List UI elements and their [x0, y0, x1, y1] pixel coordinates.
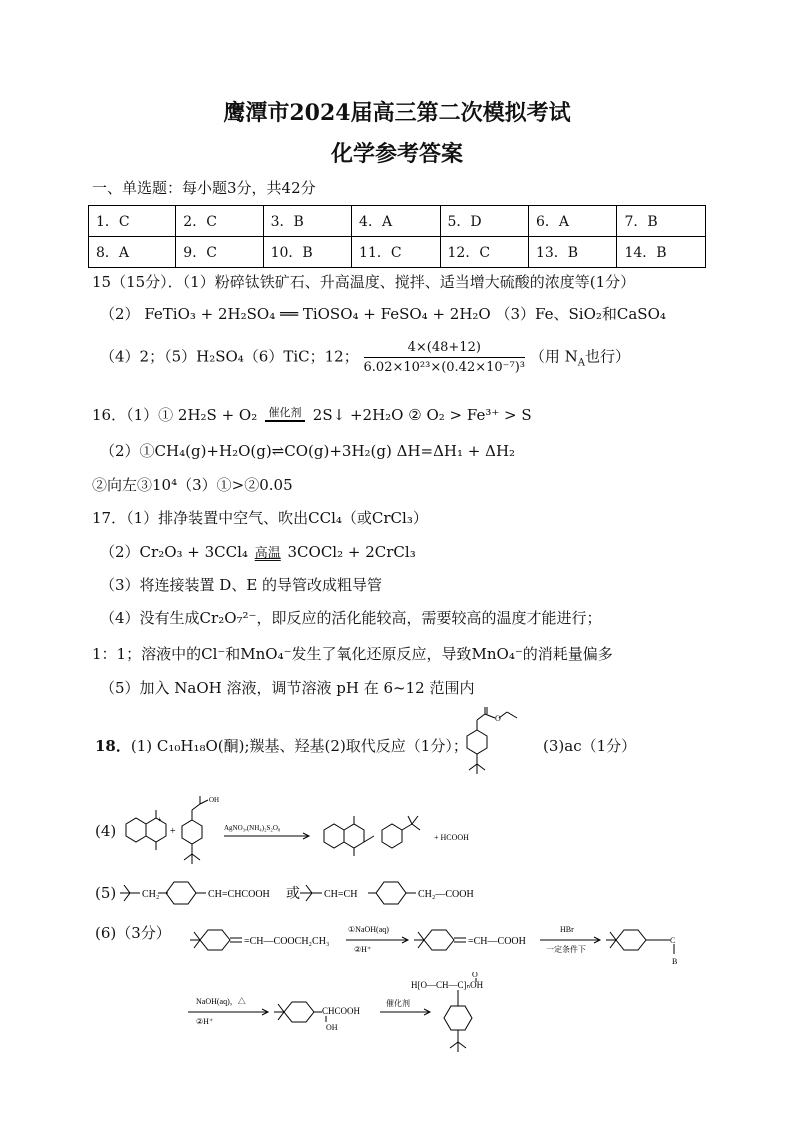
- fraction-denominator: 6.02×10²³×(0.42×10⁻⁷)³: [363, 360, 526, 375]
- synthesis-row-1: [186, 918, 706, 968]
- q18-part-4-label: (4): [95, 822, 117, 840]
- answer-cell: 2．C: [176, 206, 263, 237]
- catalyst-label: 催化剂: [268, 406, 302, 419]
- q18-part-5-label: (5): [95, 884, 117, 902]
- answer-cell: 8．A: [89, 237, 176, 268]
- reaction-4-scheme: [114, 790, 514, 872]
- answer-cell: 4．A: [352, 206, 440, 237]
- answer-cell: 9．C: [176, 237, 263, 268]
- p5-b-left: CH=CH: [324, 889, 358, 900]
- r1-reagent-a: ①NaOH(aq): [348, 925, 389, 934]
- svg-text:O: O: [495, 714, 501, 723]
- q15-line-2: [100, 303, 666, 324]
- q15-line-3: [100, 340, 630, 375]
- answer-cell: 11．C: [352, 237, 440, 268]
- q16-line-2: （2）①CH₄(g)+H₂O(g)⇌CO(g)+3H₂(g) ΔH=ΔH₁ + ΔH₂: [100, 442, 516, 460]
- r2-reagent-a: HBr: [560, 925, 574, 934]
- answer-cell: 6．A: [528, 206, 616, 237]
- r3-reagent-a: NaOH(aq)，△: [196, 997, 246, 1006]
- answer-row: [89, 206, 706, 237]
- q18-part-3: (3)ac（1分）: [543, 737, 637, 755]
- q16-line-3: ②向左③10⁴（3）①>②0.05: [92, 476, 293, 494]
- q16-line-1: [92, 404, 532, 425]
- r4-catalyst: 催化剂: [386, 999, 410, 1008]
- q15-part-label: （2）: [100, 305, 140, 323]
- answer-cell: 12．C: [440, 237, 528, 268]
- synthesis-row-2: [186, 972, 566, 1062]
- q17-equation-left: （2）Cr₂O₃ + 3CCl₄: [100, 543, 248, 561]
- answer-cell: 7．B: [617, 206, 706, 237]
- q15-equation: FeTiO₃ + 2H₂SO₄ ══ TiOSO₄ + FeSO₄ + 2H₂O: [144, 305, 491, 323]
- svg-text:+: +: [157, 815, 162, 824]
- page-subtitle: 化学参考答案: [330, 141, 463, 167]
- s3-carbon: C: [670, 936, 676, 945]
- q17-line-3: （3）将连接装置 D、E 的导管改成粗导管: [100, 576, 383, 594]
- r3-reagent-b: ②H⁺: [196, 1017, 214, 1026]
- q16-equation-right: 2S↓ +2H₂O ② O₂ > Fe³⁺ > S: [312, 406, 532, 424]
- catalyst-arrow: [265, 404, 305, 424]
- polymer-formula: H[O—CH—C]ₙOH: [411, 980, 484, 990]
- answer-cell: 13．B: [528, 237, 616, 268]
- q18-line-1: [95, 735, 468, 756]
- answer-row: [89, 237, 706, 268]
- q15-note-end: 也行）: [584, 347, 630, 366]
- answer-cell: 3．B: [263, 206, 351, 237]
- svg-text:OH: OH: [209, 796, 220, 804]
- q15-note: （用 N: [529, 347, 578, 366]
- reaction-4-byproduct: + HCOOH: [434, 833, 469, 842]
- section-heading-single-choice: 一、单选题：每小题3分，共42分: [92, 179, 316, 197]
- s2-substituent: =CH—COOH: [468, 936, 526, 947]
- q17-line-4: （4）没有生成Cr₂O₇²⁻，即反应的活化能较高，需要较高的温度才能进行；: [100, 609, 602, 627]
- q18-parts-1-2: (1) C₁₀H₁₈O(酮);羰基、羟基(2)取代反应（1分）；: [130, 737, 468, 755]
- page-title: 鹰潭市2024届高三第二次模拟考试: [223, 100, 571, 126]
- isomers-structure-icon: [118, 876, 538, 910]
- high-temp-condition: 高温: [254, 546, 281, 561]
- q15-note-subscript: A: [577, 357, 585, 369]
- p5-a-right: CH=CHCOOH: [208, 889, 270, 900]
- s4-hydroxyl: OH: [326, 1023, 338, 1032]
- q18-number: 18．: [95, 737, 131, 755]
- q18-part-6-label: (6)（3分）: [95, 924, 171, 942]
- q17-line-6: （5）加入 NaOH 溶液，调节溶液 pH 在 6~12 范围内: [100, 679, 475, 697]
- p5-or: 或: [286, 887, 300, 902]
- density-fraction: [364, 340, 526, 375]
- q16-equation-left: 16．（1）① 2H₂S + O₂: [92, 406, 258, 424]
- q15-part-3: （3）Fe、SiO₂和CaSO₄: [495, 305, 666, 323]
- answer-cell: 10．B: [263, 237, 351, 268]
- fraction-numerator: 4×(48+12): [364, 340, 526, 358]
- r1-reagent-b: ②H⁺: [354, 945, 372, 954]
- q17-line-5: 1：1；溶液中的Cl⁻和MnO₄⁻发生了氧化还原反应，导致MnO₄⁻的消耗量偏多: [92, 645, 613, 663]
- q17-line-1: 17．（1）排净装置中空气、吹出CCl₄（或CrCl₃）: [92, 509, 428, 527]
- svg-text:+: +: [170, 826, 176, 837]
- r2-reagent-b: 一定条件下: [546, 945, 586, 954]
- s1-substituent: =CH—COOCH₂CH₃: [244, 936, 330, 947]
- q15-line-1: 15（15分）．（1）粉碎钛铁矿石、升高温度、搅拌、适当增大硫酸的浓度等(1分）: [92, 273, 636, 291]
- p5-b-right: CH₂—COOH: [418, 889, 474, 900]
- s4-acid: CHCOOH: [322, 1006, 361, 1016]
- answer-cell: 5．D: [440, 206, 528, 237]
- q17-line-2: [100, 541, 416, 562]
- p5-a-left: CH₂: [142, 889, 160, 900]
- q17-equation-right: 3COCl₂ + 2CrCl₃: [287, 543, 416, 561]
- polymer-carbonyl-o: O: [472, 972, 478, 979]
- equals-sign-icon: [265, 420, 305, 424]
- q15-part-4-6: （4）2；（5）H₂SO₄（6）TiC；12；: [100, 347, 359, 366]
- answer-cell: 1．C: [89, 206, 176, 237]
- reaction-4-reagent: AgNO₃,(NH₄)₂S₂O₈: [224, 824, 281, 832]
- answer-cell: 14．B: [617, 237, 706, 268]
- ester-structure-icon: [455, 706, 535, 778]
- s3-bromine: B: [672, 957, 678, 966]
- answer-table: [88, 205, 706, 268]
